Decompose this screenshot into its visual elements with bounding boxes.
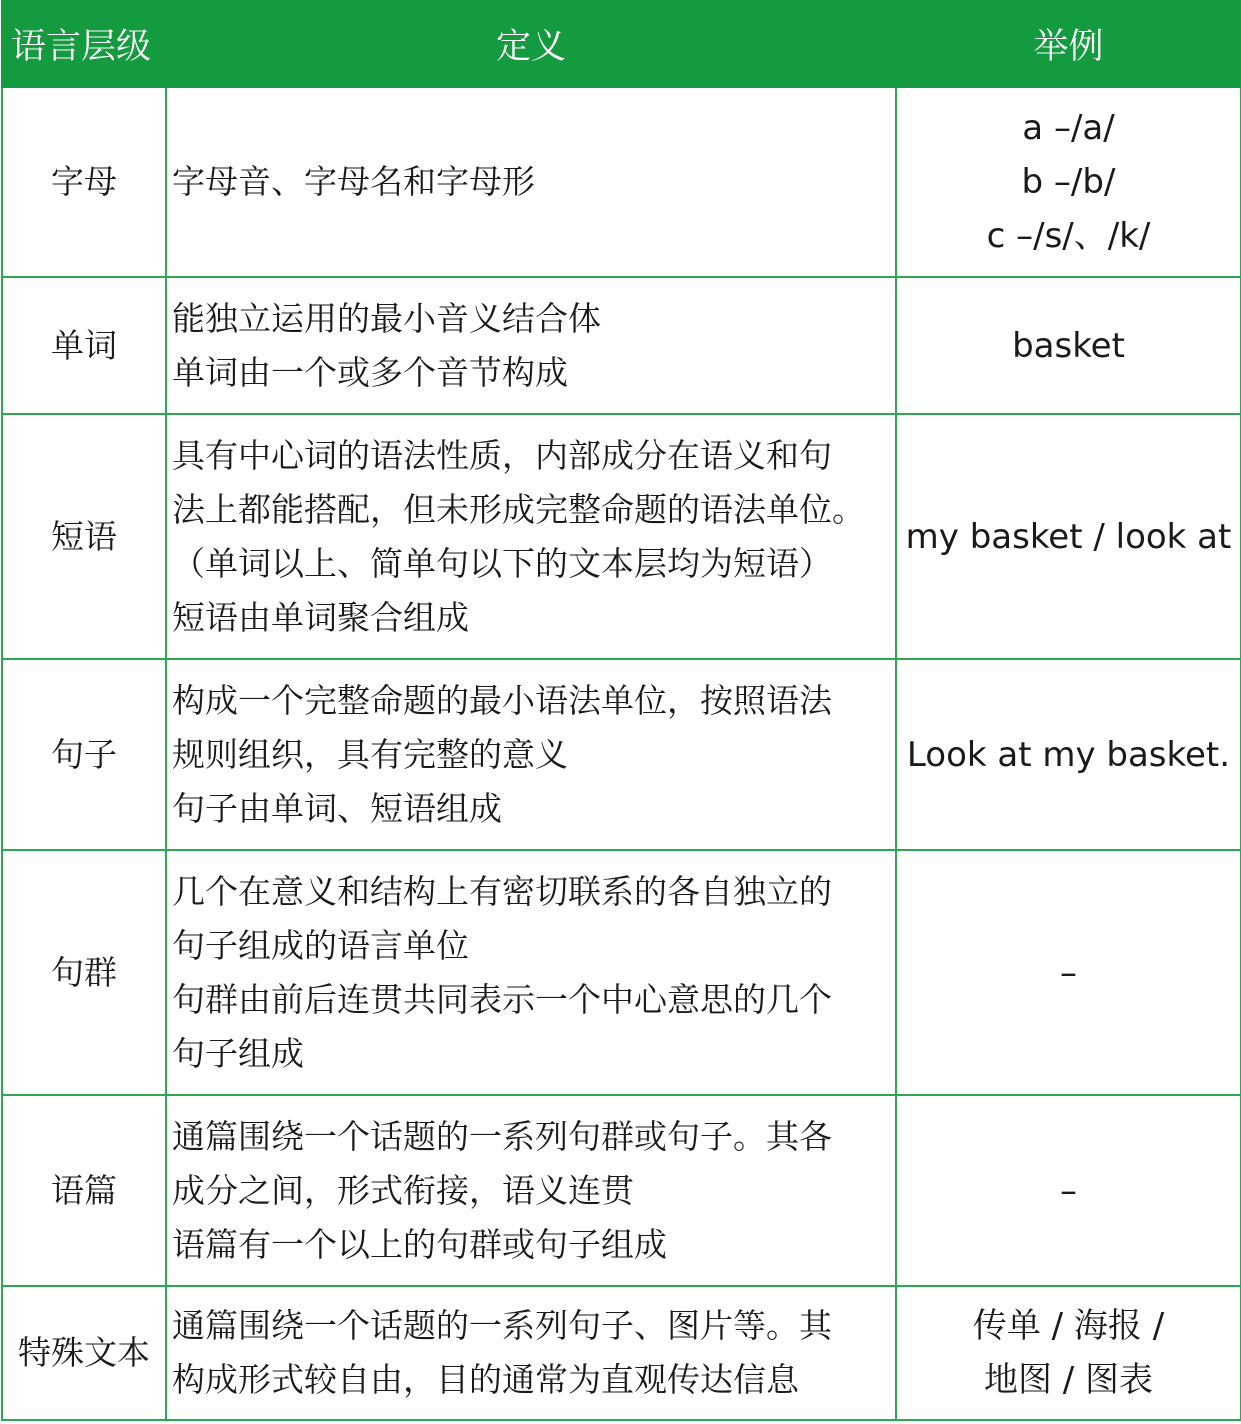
definition-cell: [166, 277, 896, 414]
example-cell: [896, 1286, 1241, 1420]
example-cell: [896, 659, 1241, 850]
level-cell: 单词: [2, 277, 166, 414]
example-cell: [896, 87, 1241, 277]
example-line: a –/a/: [1022, 108, 1115, 148]
level-cell: 短语: [2, 414, 166, 659]
level-cell: 句子: [2, 659, 166, 850]
example-cell: [896, 277, 1241, 414]
definition-line: 单词由一个或多个音节构成: [172, 352, 568, 392]
example-line: b –/b/: [1021, 162, 1116, 202]
definition-line: 句子由单词、短语组成: [172, 788, 502, 828]
level-cell: 语篇: [2, 1095, 166, 1286]
example-line: Look at my basket.: [906, 734, 1231, 775]
example-line: my basket / look at: [905, 516, 1232, 557]
definition-line: 句子组成: [172, 1033, 304, 1073]
table-header: [2, 1, 1241, 87]
definition-cell: [166, 1095, 896, 1286]
definition-cell: [166, 850, 896, 1095]
example-cell: [896, 1095, 1241, 1286]
example-line: –: [1060, 1170, 1077, 1211]
definition-line: 字母音、字母名和字母形: [172, 162, 535, 201]
definition-line: 通篇围绕一个话题的一系列句子、图片等。其: [172, 1306, 832, 1345]
header-level: 语言层级: [2, 1, 166, 87]
definition-line: 具有中心词的语法性质，内部成分在语义和句: [172, 435, 832, 475]
table-body: [2, 87, 1241, 1420]
definition-line: 通篇围绕一个话题的一系列句群或句子。其各: [172, 1116, 832, 1156]
example-cell: [896, 850, 1241, 1095]
table-row: [2, 277, 1241, 414]
definition-cell: [166, 87, 896, 277]
table-row: [2, 659, 1241, 850]
definition-line: （单词以上、简单句以下的文本层均为短语）: [172, 543, 832, 583]
header-example: 举例: [896, 1, 1241, 87]
table-row: [2, 414, 1241, 659]
level-cell: 句群: [2, 850, 166, 1095]
definition-line: 法上都能搭配，但未形成完整命题的语法单位。: [172, 489, 865, 529]
example-line: basket: [1012, 325, 1125, 366]
example-line: 传单 / 海报 /: [972, 1306, 1165, 1346]
table-row: [2, 87, 1241, 277]
definition-line: 句子组成的语言单位: [172, 925, 469, 965]
definition-line: 构成一个完整命题的最小语法单位，按照语法: [172, 680, 832, 720]
definition-cell: [166, 414, 896, 659]
table-row: [2, 1286, 1241, 1420]
definition-line: 能独立运用的最小音义结合体: [172, 298, 601, 338]
header-row: [2, 1, 1241, 87]
example-line: –: [1060, 952, 1077, 993]
example-line: 地图 / 图表: [983, 1360, 1154, 1400]
definition-line: 成分之间，形式衔接，语义连贯: [172, 1170, 634, 1210]
definition-line: 句群由前后连贯共同表示一个中心意思的几个: [172, 979, 832, 1019]
definition-line: 短语由单词聚合组成: [172, 597, 469, 637]
example-line: c –/s/、/k/: [986, 216, 1151, 256]
table-row: [2, 1095, 1241, 1286]
definition-cell: [166, 659, 896, 850]
table-row: [2, 850, 1241, 1095]
definition-line: 构成形式较自由，目的通常为直观传达信息: [172, 1360, 799, 1399]
header-definition: 定义: [166, 1, 896, 87]
language-level-table: [1, 0, 1241, 1421]
definition-line: 几个在意义和结构上有密切联系的各自独立的: [172, 871, 832, 911]
level-cell: 特殊文本: [2, 1286, 166, 1420]
level-cell: 字母: [2, 87, 166, 277]
definition-line: 语篇有一个以上的句群或句子组成: [172, 1224, 667, 1264]
definition-line: 规则组织，具有完整的意义: [172, 734, 568, 774]
example-cell: [896, 414, 1241, 659]
definition-cell: [166, 1286, 896, 1420]
